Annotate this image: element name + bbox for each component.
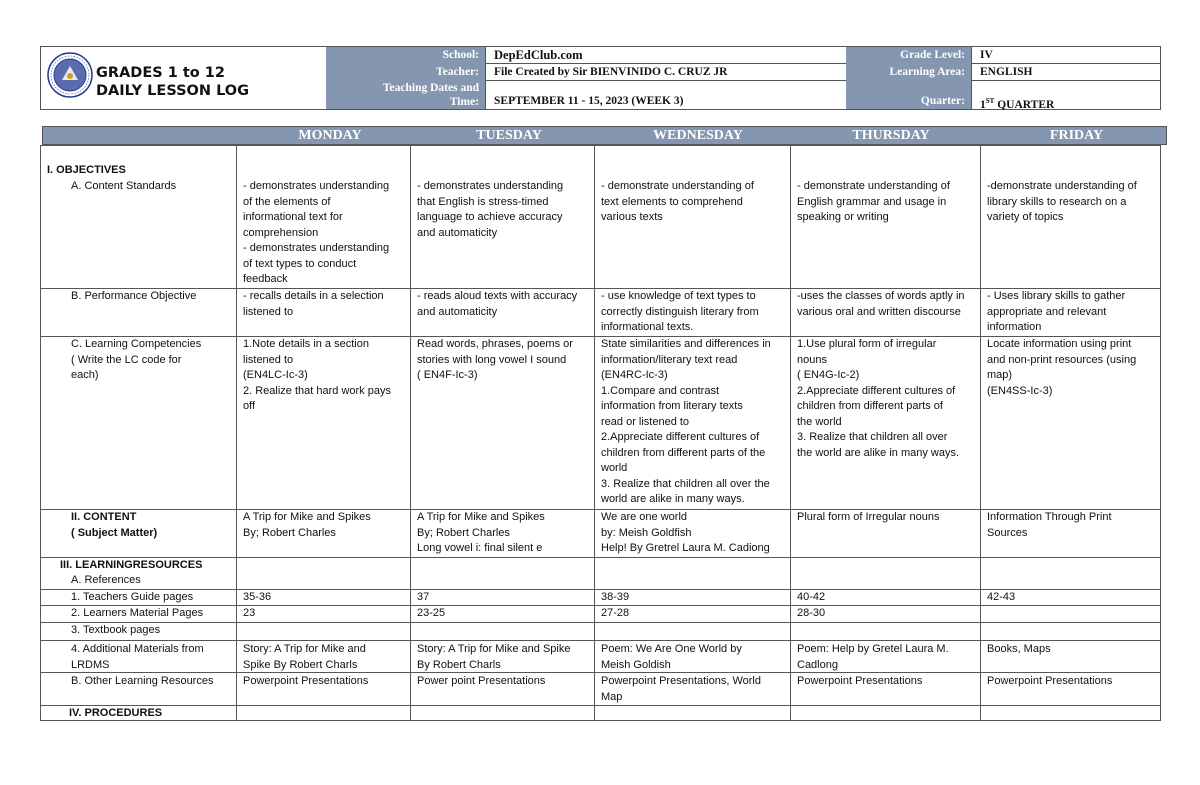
day-wednesday: WEDNESDAY (653, 128, 743, 143)
day-monday: MONDAY (298, 128, 362, 143)
row-divider (40, 557, 1161, 558)
cell-am-wed: Poem: We Are One World by Meish Goldish (601, 643, 742, 671)
grade-label: Grade Level: (846, 47, 972, 64)
day-thursday: THURSDAY (852, 128, 930, 143)
cell-olr-wed: Powerpoint Presentations, World Map (601, 675, 761, 703)
cell-content-thu: Plural form of Irregular nouns (797, 511, 940, 523)
cell-lm-tue: 23-25 (417, 607, 446, 619)
quarter-suffix: ST (985, 97, 995, 105)
cell-performance-fri: - Uses library skills to gather appropriate and relevant information (987, 290, 1126, 333)
cell-competencies-fri: Locate information using print and non-print resources (using map) (EN4SS-Ic-3) (987, 338, 1137, 397)
title-line-1: GRADES 1 to 12 (96, 65, 225, 81)
teacher-label: Teacher: (326, 64, 486, 81)
row-label-content: II. CONTENT ( Subject Matter) (71, 511, 158, 539)
cell-olr-tue: Power point Presentations (417, 675, 546, 687)
cell-am-tue: Story: A Trip for Mike and Spike By Robert Charls (417, 643, 571, 671)
cell-tg-wed: 38-39 (601, 591, 630, 603)
cell-tg-thu: 40-42 (797, 591, 826, 603)
cell-competencies-mon: 1.Note details in a section listened to (EN4LC-Ic-3) 2. Realize that hard work pays off (243, 338, 391, 412)
cell-tg-mon: 35-36 (243, 591, 272, 603)
dates-label-line-2: Time: (449, 96, 479, 108)
cell-content-standards-wed: - demonstrate understanding of text elements to comprehend various texts (601, 180, 754, 223)
cell-content-standards-thu: - demonstrate understanding of English grammar and usage in speaking or writing (797, 180, 950, 223)
row-label-objectives: I. OBJECTIVES (47, 164, 126, 176)
quarter-text: QUARTER (994, 98, 1055, 111)
cell-olr-mon: Powerpoint Presentations (243, 675, 369, 687)
teacher-value: File Created by Sir BIENVINIDO C. CRUZ JR (486, 64, 846, 81)
cell-tg-fri: 42-43 (987, 591, 1016, 603)
cell-lm-thu: 28-30 (797, 607, 826, 619)
row-label-content-standards: A. Content Standards (71, 180, 177, 192)
cell-lm-mon: 23 (243, 607, 256, 619)
cell-lm-wed: 27-28 (601, 607, 630, 619)
quarter-number: 1 (980, 98, 986, 111)
cell-content-fri: Information Through Print Sources (987, 511, 1112, 539)
cell-competencies-wed: State similarities and differences in information/literary text read (EN4RC-Ic-3) 1.Compare and contrast information from literary texts read or listened to 2.Appreciate different cultures of children from different parts of the world 3. Realize that children all over the world are alike in many ways. (601, 338, 771, 505)
row-label-tg: 1. Teachers Guide pages (71, 591, 194, 603)
row-divider (40, 622, 1161, 623)
dates-value: SEPTEMBER 11 - 15, 2023 (WEEK 3) (494, 95, 684, 107)
dates-label (326, 81, 486, 109)
cell-content-wed: We are one world by: Meish Goldfish Help! By Gretrel Laura M. Cadiong (601, 511, 770, 554)
cell-content-tue: A Trip for Mike and Spikes By; Robert Charles Long vowel i: final silent e (417, 511, 545, 554)
row-label-performance: B. Performance Objective (71, 290, 197, 302)
column-divider (410, 145, 411, 721)
cell-content-standards-tue: - demonstrates understanding that English is stress-timed language to achieve accuracy and automaticity (417, 180, 564, 239)
area-label: Learning Area: (846, 64, 972, 81)
grade-value: IV (972, 47, 1160, 64)
cell-am-mon: Story: A Trip for Mike and Spike By Robert Charls (243, 643, 366, 671)
title-line-2: DAILY LESSON LOG (96, 83, 250, 99)
row-label-tb: 3. Textbook pages (71, 624, 161, 636)
cell-performance-wed: - use knowledge of text types to correctly distinguish literary from informational texts. (601, 290, 759, 333)
day-tuesday: TUESDAY (476, 128, 542, 143)
dates-label-line-1: Teaching Dates and (382, 82, 479, 94)
cell-olr-fri: Powerpoint Presentations (987, 675, 1113, 687)
school-label: School: (326, 47, 486, 64)
cell-olr-thu: Powerpoint Presentations (797, 675, 923, 687)
page-title (96, 64, 249, 100)
column-divider (594, 145, 595, 721)
quarter-value (972, 81, 1160, 109)
cell-am-fri: Books, Maps (987, 643, 1051, 655)
area-value: ENGLISH (972, 64, 1160, 81)
column-divider (790, 145, 791, 721)
cell-performance-mon: - recalls details in a selection listened to (243, 290, 384, 318)
row-label-references: A. References (71, 574, 141, 586)
row-label-am: 4. Additional Materials from LRDMS (71, 643, 204, 671)
row-label-olr: B. Other Learning Resources (71, 675, 214, 687)
school-value: DepEdClub.com (486, 47, 846, 64)
cell-tg-tue: 37 (417, 591, 430, 603)
deped-seal-icon (47, 52, 93, 98)
row-label-resources: III. LEARNINGRESOURCES (60, 559, 203, 571)
cell-content-mon: A Trip for Mike and Spikes By; Robert Charles (243, 511, 371, 539)
column-divider (236, 145, 237, 721)
quarter-label: Quarter: (846, 81, 972, 109)
row-divider (40, 640, 1161, 641)
cell-content-standards-mon: - demonstrates understanding of the elements of informational text for comprehension - demonstrates understanding of text types to conduct feedback (243, 180, 390, 285)
cell-competencies-tue: Read words, phrases, poems or stories with long vowel I sound ( EN4F-Ic-3) (417, 338, 573, 381)
column-divider (980, 145, 981, 721)
row-label-competencies: C. Learning Competencies ( Write the LC code for each) (71, 338, 202, 381)
row-label-procedures: IV. PROCEDURES (69, 707, 163, 719)
row-label-lm: 2. Learners Material Pages (71, 607, 204, 619)
cell-competencies-thu: 1.Use plural form of irregular nouns ( EN4G-Ic-2) 2.Appreciate different cultures of children from different parts of the world 3. Realize that children all over the world are alike in many ways. (797, 338, 960, 459)
cell-performance-tue: - reads aloud texts with accuracy and automaticity (417, 290, 578, 318)
cell-am-thu: Poem: Help by Gretel Laura M. Cadlong (797, 643, 949, 671)
row-divider (40, 705, 1161, 706)
cell-content-standards-fri: -demonstrate understanding of library skills to research on a variety of topics (987, 180, 1137, 223)
cell-performance-thu: -uses the classes of words aptly in various oral and written discourse (797, 290, 965, 318)
day-friday: FRIDAY (1049, 128, 1104, 143)
